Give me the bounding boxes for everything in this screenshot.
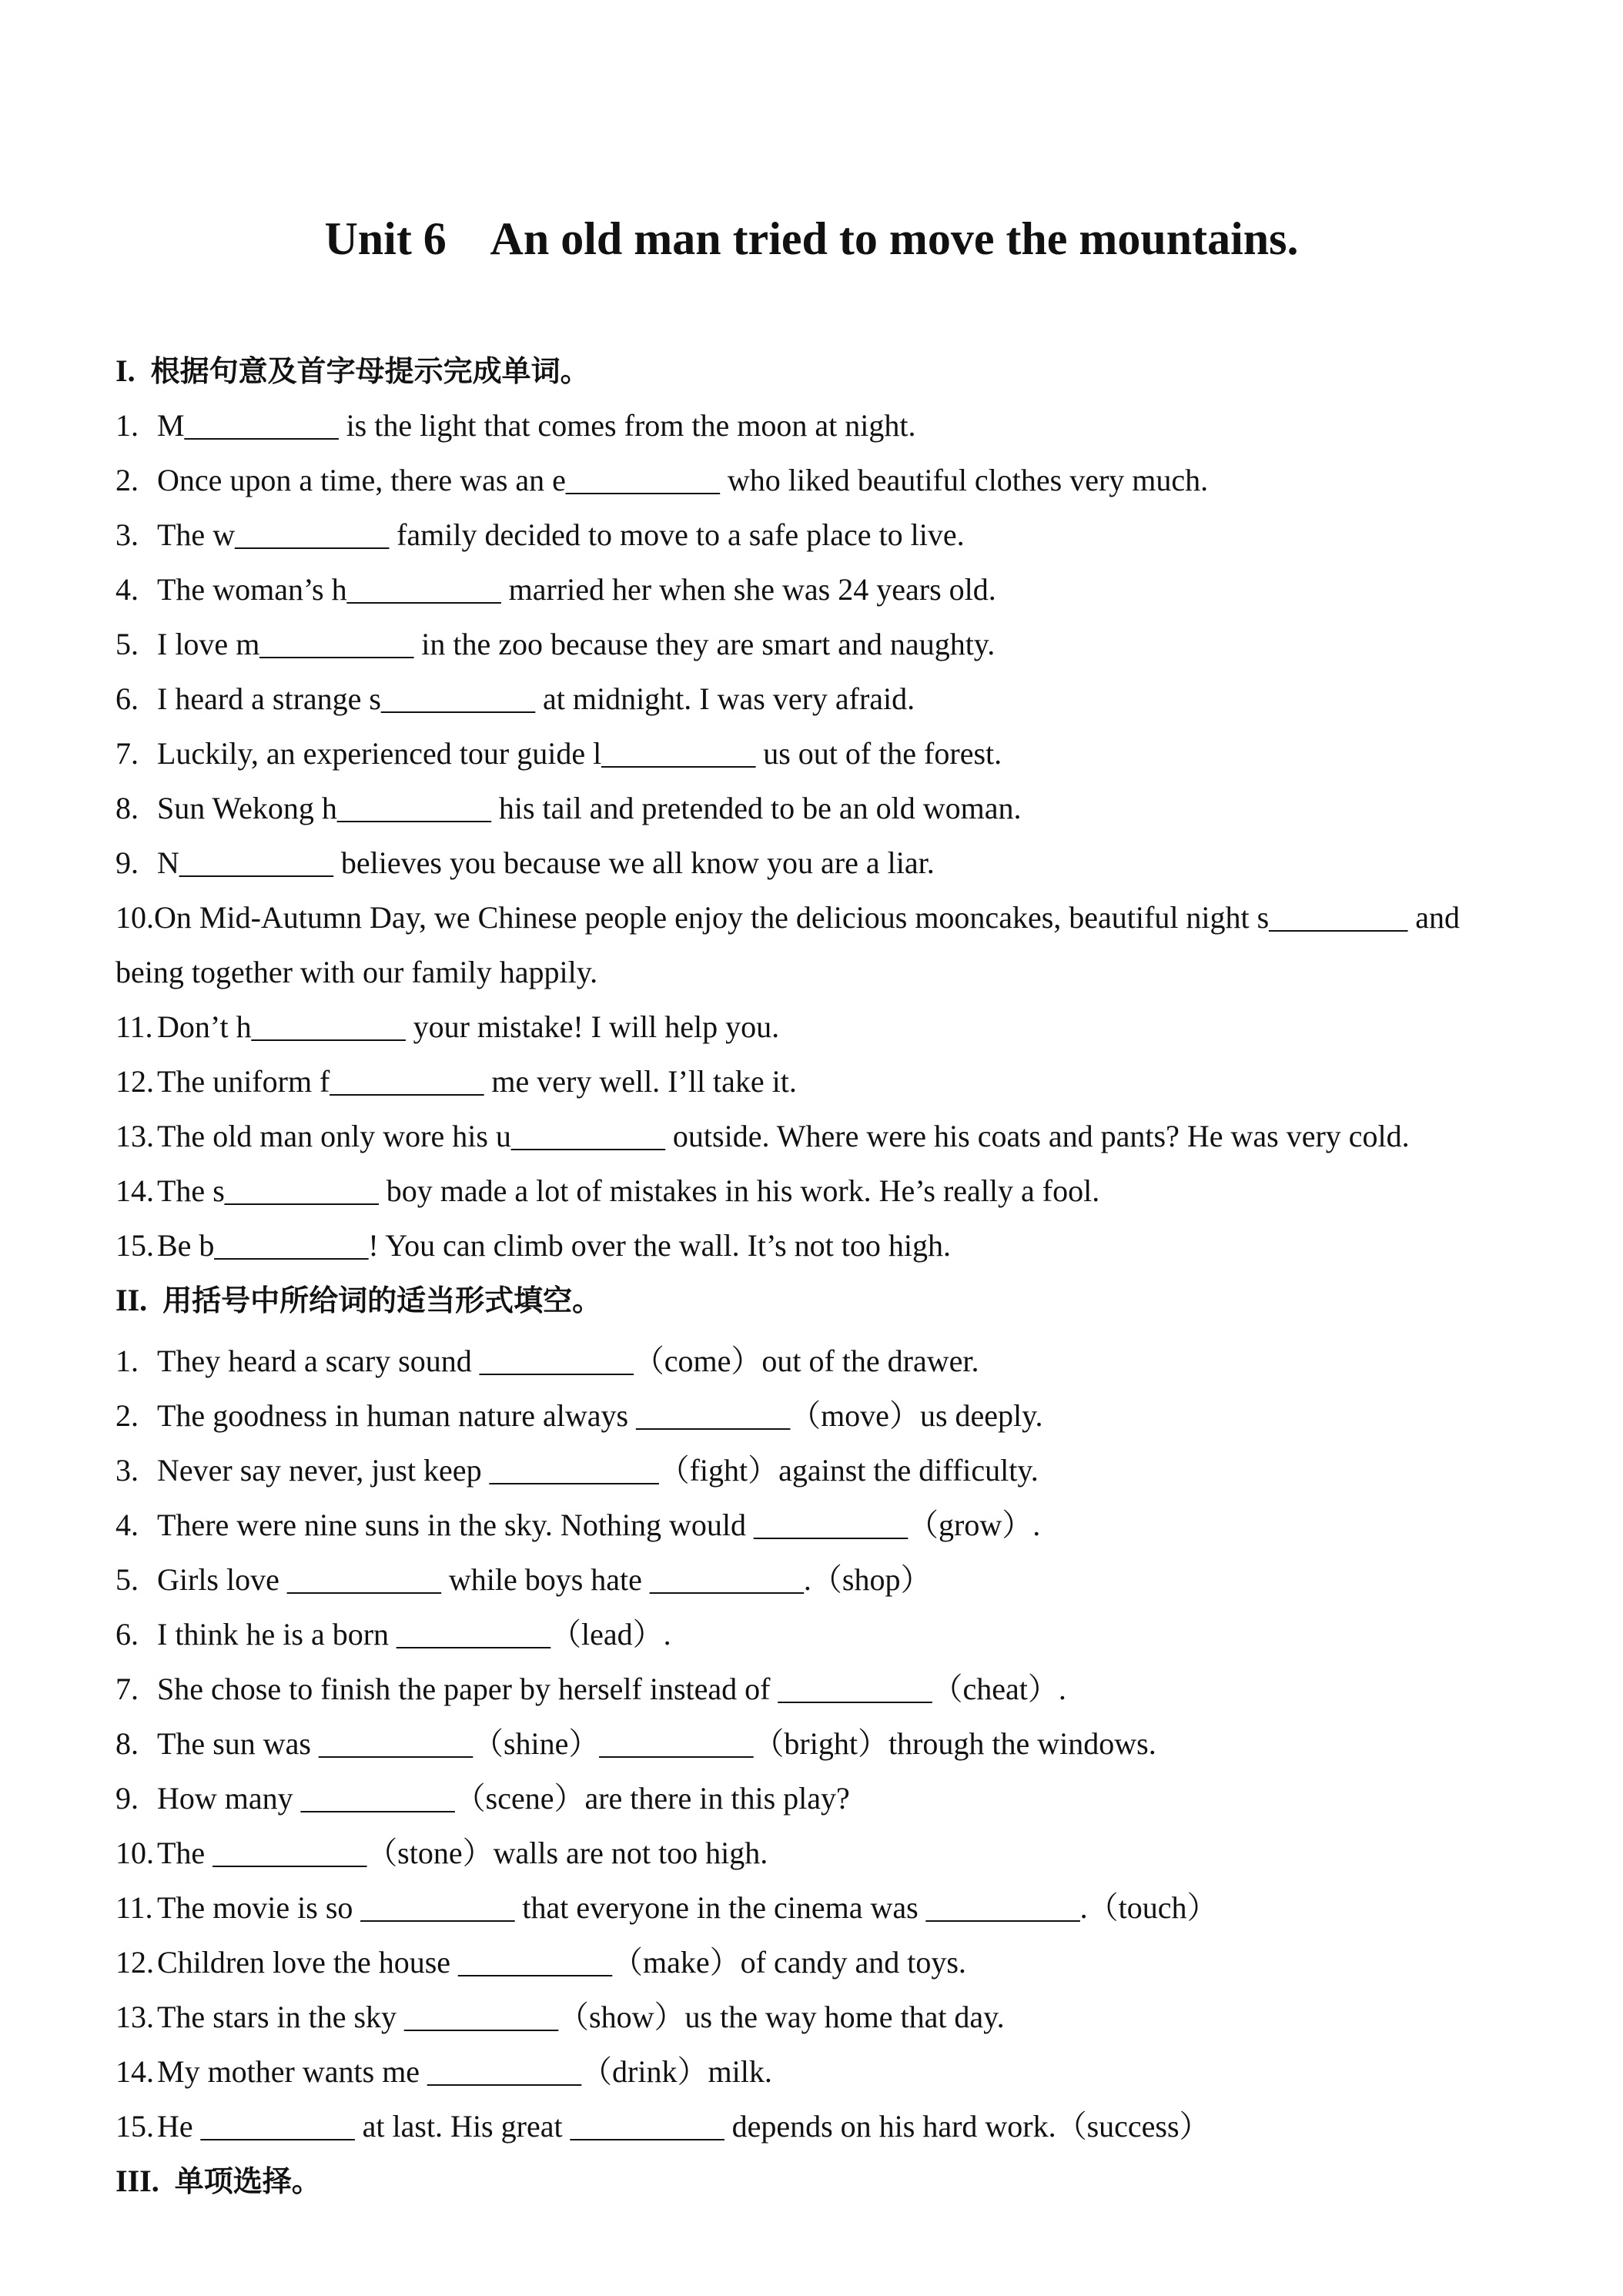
s2-item-5 bbox=[115, 1552, 1532, 1607]
item-text: There were nine suns in the sky. Nothing would __________（grow）. bbox=[157, 1508, 1041, 1542]
item-text: I love m__________ in the zoo because they are smart and naughty. bbox=[157, 627, 996, 661]
item-text: Don’t h__________ your mistake! I will help you. bbox=[157, 1009, 780, 1044]
s1-item-10 bbox=[115, 890, 1532, 999]
item-text: The woman’s h__________ married her when she was 24 years old. bbox=[157, 572, 996, 607]
item-number: 11. bbox=[115, 1009, 153, 1044]
s1-item-15 bbox=[115, 1218, 1532, 1273]
s1-item-11 bbox=[115, 999, 1532, 1054]
item-text: The s__________ boy made a lot of mistakes in his work. He’s really a fool. bbox=[157, 1173, 1100, 1208]
item-text: I think he is a born __________（lead）. bbox=[157, 1617, 671, 1652]
item-number: 3. bbox=[115, 1453, 139, 1488]
s2-item-10 bbox=[115, 1826, 1532, 1880]
item-text: The w__________ family decided to move to a safe place to live. bbox=[157, 517, 965, 552]
item-number: 2. bbox=[115, 1398, 139, 1433]
section-3-heading bbox=[115, 2154, 1532, 2208]
item-text: Once upon a time, there was an e__________ who liked beautiful clothes very much. bbox=[157, 463, 1209, 497]
s1-item-14 bbox=[115, 1163, 1532, 1218]
s1-item-2 bbox=[115, 453, 1532, 507]
item-number: 1. bbox=[115, 408, 139, 443]
s2-item-1 bbox=[115, 1334, 1532, 1388]
section-1-heading bbox=[115, 343, 1532, 398]
s2-item-14 bbox=[115, 2044, 1532, 2099]
item-number: 7. bbox=[115, 1672, 139, 1706]
item-number: 9. bbox=[115, 845, 139, 880]
s1-item-8 bbox=[115, 781, 1532, 835]
item-number: 4. bbox=[115, 1508, 139, 1542]
s1-item-6 bbox=[115, 671, 1532, 726]
s1-item-9 bbox=[115, 835, 1532, 890]
item-number: 12. bbox=[115, 1064, 154, 1099]
item-number: 5. bbox=[115, 627, 139, 661]
item-text: The stars in the sky __________（show）us the way home that day. bbox=[157, 2000, 1005, 2034]
s2-item-8 bbox=[115, 1716, 1532, 1771]
item-number: 13. bbox=[115, 1119, 154, 1153]
s1-item-12 bbox=[115, 1054, 1532, 1109]
worksheet-content bbox=[115, 343, 1532, 2208]
item-text: M__________ is the light that comes from the moon at night. bbox=[157, 408, 916, 443]
item-text: The old man only wore his u__________ outside. Where were his coats and pants? He was very cold. bbox=[157, 1119, 1410, 1153]
item-text: The goodness in human nature always __________（move）us deeply. bbox=[157, 1398, 1043, 1433]
item-number: 13. bbox=[115, 2000, 154, 2034]
item-text: How many __________（scene）are there in this play? bbox=[157, 1781, 850, 1816]
s2-item-12 bbox=[115, 1935, 1532, 1990]
item-number: 5. bbox=[115, 1562, 139, 1597]
item-text: The uniform f__________ me very well. I’ll take it. bbox=[157, 1064, 797, 1099]
section-2-heading bbox=[115, 1273, 1532, 1327]
item-text: Be b__________! You can climb over the wall. It’s not too high. bbox=[157, 1228, 952, 1263]
s2-item-2 bbox=[115, 1388, 1532, 1443]
item-number: 8. bbox=[115, 1726, 139, 1761]
item-text: I heard a strange s__________ at midnight. I was very afraid. bbox=[157, 681, 915, 716]
item-text: The __________（stone）walls are not too high. bbox=[157, 1836, 768, 1870]
section-2-instruction: 用括号中所给词的适当形式填空。 bbox=[162, 1284, 602, 1317]
s2-item-7 bbox=[115, 1662, 1532, 1716]
item-text: Never say never, just keep ___________（fight）against the difficulty. bbox=[157, 1453, 1039, 1488]
section-1-label: I. bbox=[115, 353, 136, 388]
item-number: 2. bbox=[115, 463, 139, 497]
s2-item-15 bbox=[115, 2099, 1532, 2154]
section-2-label: II. bbox=[115, 1283, 148, 1317]
item-number: 12. bbox=[115, 1945, 154, 1980]
item-number: 15. bbox=[115, 2109, 154, 2144]
s1-item-7 bbox=[115, 726, 1532, 781]
s2-item-3 bbox=[115, 1443, 1532, 1498]
item-text: He __________ at last. His great __________ depends on his hard work.（success） bbox=[157, 2109, 1210, 2144]
item-number: 9. bbox=[115, 1781, 139, 1816]
item-text: She chose to finish the paper by herself instead of __________（cheat）. bbox=[157, 1672, 1066, 1706]
s1-item-1 bbox=[115, 398, 1532, 453]
section-3-label: III. bbox=[115, 2164, 159, 2198]
item-text: The movie is so __________ that everyone in the cinema was __________.（touch） bbox=[157, 1890, 1218, 1925]
item-number: 7. bbox=[115, 736, 139, 771]
item-text: They heard a scary sound __________（come）out of the drawer. bbox=[157, 1344, 979, 1378]
item-number: 8. bbox=[115, 791, 139, 825]
s2-item-6 bbox=[115, 1607, 1532, 1662]
item-number: 11. bbox=[115, 1890, 153, 1925]
item-text: On Mid-Autumn Day, we Chinese people enjoy the delicious mooncakes, beautiful night s_________ and being together with our family happily. bbox=[115, 900, 1460, 989]
s1-item-4 bbox=[115, 562, 1532, 617]
item-number: 14. bbox=[115, 1173, 154, 1208]
item-text: Children love the house __________（make）of candy and toys. bbox=[157, 1945, 966, 1980]
item-number: 10. bbox=[115, 900, 154, 935]
item-number: 3. bbox=[115, 517, 139, 552]
s2-item-9 bbox=[115, 1771, 1532, 1826]
s1-item-13 bbox=[115, 1109, 1532, 1163]
item-text: Sun Wekong h__________ his tail and pretended to be an old woman. bbox=[157, 791, 1022, 825]
s2-item-11 bbox=[115, 1880, 1532, 1935]
s1-item-5 bbox=[115, 617, 1532, 671]
item-text: Girls love __________ while boys hate __________.（shop） bbox=[157, 1562, 932, 1597]
item-number: 6. bbox=[115, 681, 139, 716]
section-3-instruction: 单项选择。 bbox=[174, 2164, 321, 2198]
item-number: 14. bbox=[115, 2054, 154, 2089]
s2-item-13 bbox=[115, 1990, 1532, 2044]
item-text: Luckily, an experienced tour guide l__________ us out of the forest. bbox=[157, 736, 1002, 771]
s1-item-3 bbox=[115, 507, 1532, 562]
item-text: N__________ believes you because we all know you are a liar. bbox=[157, 845, 935, 880]
item-number: 10. bbox=[115, 1836, 154, 1870]
item-number: 6. bbox=[115, 1617, 139, 1652]
page-title: Unit 6 An old man tried to move the mountains. bbox=[324, 213, 1299, 264]
item-number: 1. bbox=[115, 1344, 139, 1378]
section-1-instruction: 根据句意及首字母提示完成单词。 bbox=[150, 354, 590, 388]
item-number: 15. bbox=[115, 1228, 154, 1263]
item-number: 4. bbox=[115, 572, 139, 607]
item-text: The sun was __________（shine）__________（bright）through the windows. bbox=[157, 1726, 1156, 1761]
s2-item-4 bbox=[115, 1498, 1532, 1552]
item-text: My mother wants me __________（drink）milk. bbox=[157, 2054, 772, 2089]
section-gap bbox=[115, 1327, 1532, 1334]
